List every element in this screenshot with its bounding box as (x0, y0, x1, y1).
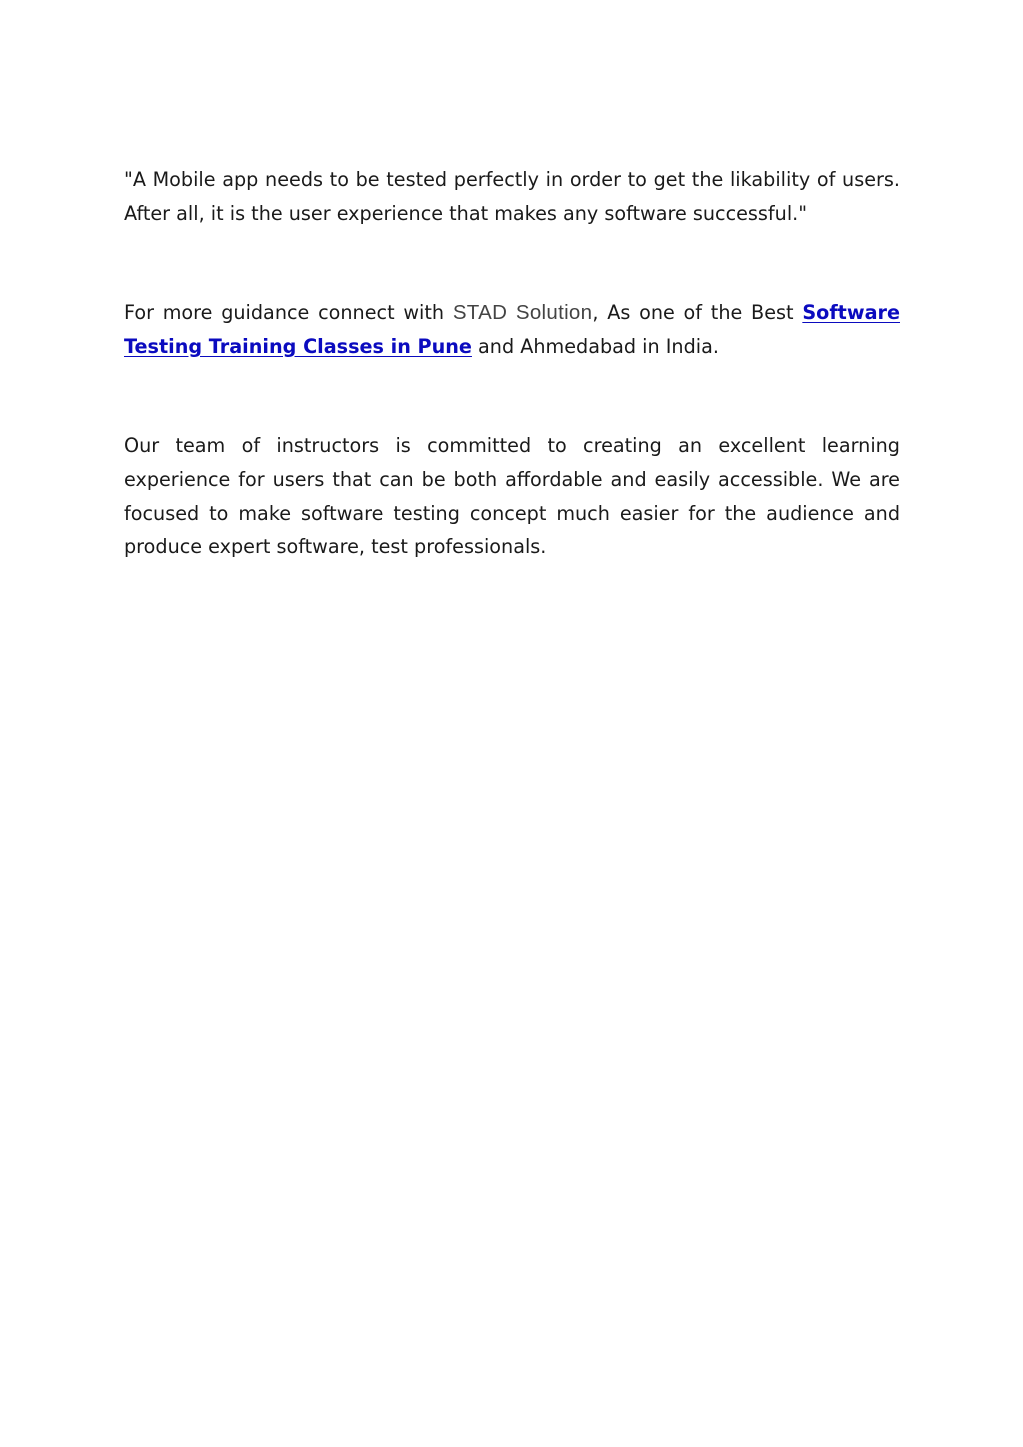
guidance-suffix: and Ahmedabad in India. (471, 334, 719, 358)
software-testing-training-link[interactable]: Software Testing Training Classes in Pune (124, 301, 900, 358)
guidance-prefix: For more guidance connect with (124, 301, 453, 325)
organization-name: STAD Solution (452, 301, 593, 325)
guidance-paragraph (124, 296, 900, 363)
quote-paragraph: "A Mobile app needs to be tested perfectly in order to get the likability of users. After all, it is the user experience that makes any software successful." (124, 168, 900, 225)
document-page (124, 163, 900, 564)
team-paragraph: Our team of instructors is committed to creating an excellent learning experience for users that can be both affordable and easily accessible. We are focused to make software testing concept much easier for the audience and produce expert software, test professionals. (124, 434, 900, 559)
guidance-middle: , As one of the Best (592, 301, 803, 325)
